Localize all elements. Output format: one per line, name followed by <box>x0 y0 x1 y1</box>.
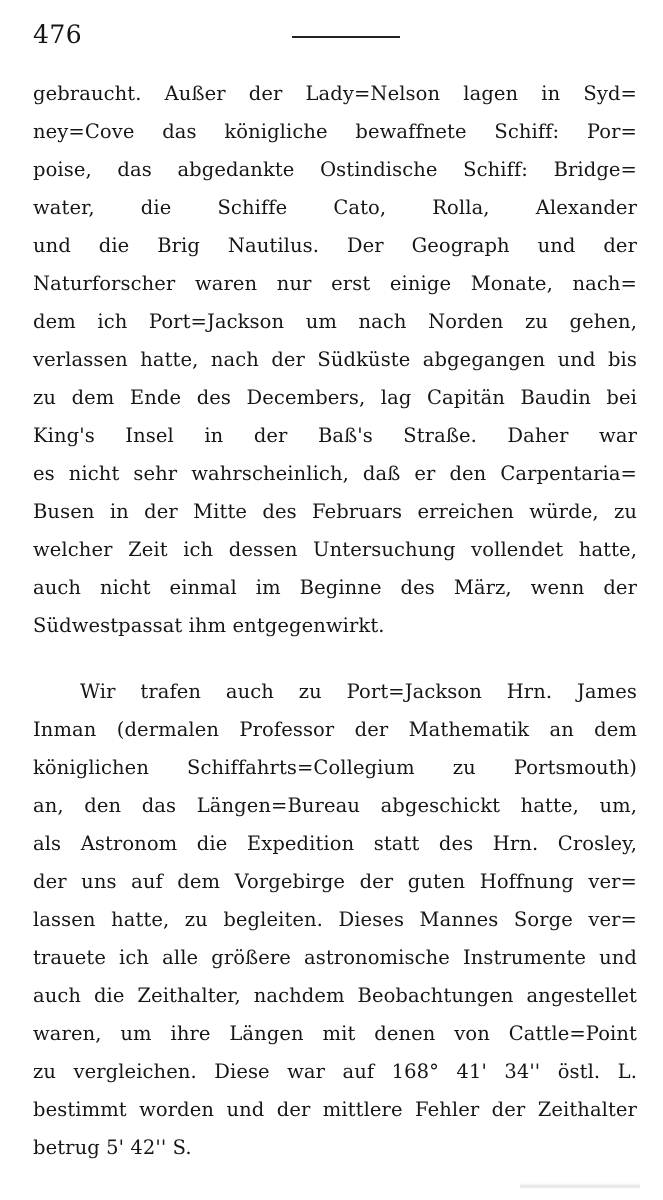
cut-off-next-line <box>520 1183 640 1189</box>
text-line: King's Insel in der Baß's Straße. Daher war <box>33 424 637 447</box>
text-line: Wir trafen auch zu Port=Jackson Hrn. James <box>80 680 637 703</box>
text-line: der uns auf dem Vorgebirge der guten Hoffnung ver= <box>33 870 637 893</box>
page-number: 476 <box>33 20 83 49</box>
text-line: bestimmt worden und der mittlere Fehler der Zeithalter <box>33 1098 637 1121</box>
text-line: ney=Cove das königliche bewaffnete Schiff: Por= <box>33 120 637 143</box>
header-rule <box>292 36 400 38</box>
text-line: trauete ich alle größere astronomische Instrumente und <box>33 946 637 969</box>
text-line: auch nicht einmal im Beginne des März, wenn der <box>33 576 637 599</box>
text-line: auch die Zeithalter, nachdem Beobachtungen angestellet <box>33 984 637 1007</box>
text-line: water, die Schiffe Cato, Rolla, Alexander <box>33 196 637 219</box>
text-line: zu vergleichen. Diese war auf 168° 41' 34'' östl. L. <box>33 1060 637 1083</box>
text-line: poise, das abgedankte Ostindische Schiff: Bridge= <box>33 158 637 181</box>
text-line: Naturforscher waren nur erst einige Monate, nach= <box>33 272 637 295</box>
text-line: zu dem Ende des Decembers, lag Capitän Baudin bei <box>33 386 637 409</box>
text-line: es nicht sehr wahrscheinlich, daß er den Carpentaria= <box>33 462 637 485</box>
paragraph <box>33 673 637 1167</box>
text-line: gebraucht. Außer der Lady=Nelson lagen in Syd= <box>33 82 637 105</box>
text-line: Inman (dermalen Professor der Mathematik an dem <box>33 718 637 741</box>
text-line: Südwestpassat ihm entgegenwirkt. <box>33 614 385 637</box>
text-line: an, den das Längen=Bureau abgeschickt hatte, um, <box>33 794 637 817</box>
text-line: dem ich Port=Jackson um nach Norden zu gehen, <box>33 310 637 333</box>
text-line: betrug 5' 42'' S. <box>33 1136 192 1159</box>
text-line: königlichen Schiffahrts=Collegium zu Portsmouth) <box>33 756 637 779</box>
text-line: Busen in der Mitte des Februars erreichen würde, zu <box>33 500 637 523</box>
paragraph <box>33 75 637 645</box>
text-line: als Astronom die Expedition statt des Hrn. Crosley, <box>33 832 637 855</box>
text-line: lassen hatte, zu begleiten. Dieses Mannes Sorge ver= <box>33 908 637 931</box>
text-line: waren, um ihre Längen mit denen von Cattle=Point <box>33 1022 637 1045</box>
text-line: welcher Zeit ich dessen Untersuchung vollendet hatte, <box>33 538 637 561</box>
text-line: verlassen hatte, nach der Südküste abgegangen und bis <box>33 348 637 371</box>
text-line: und die Brig Nautilus. Der Geograph und der <box>33 234 637 257</box>
